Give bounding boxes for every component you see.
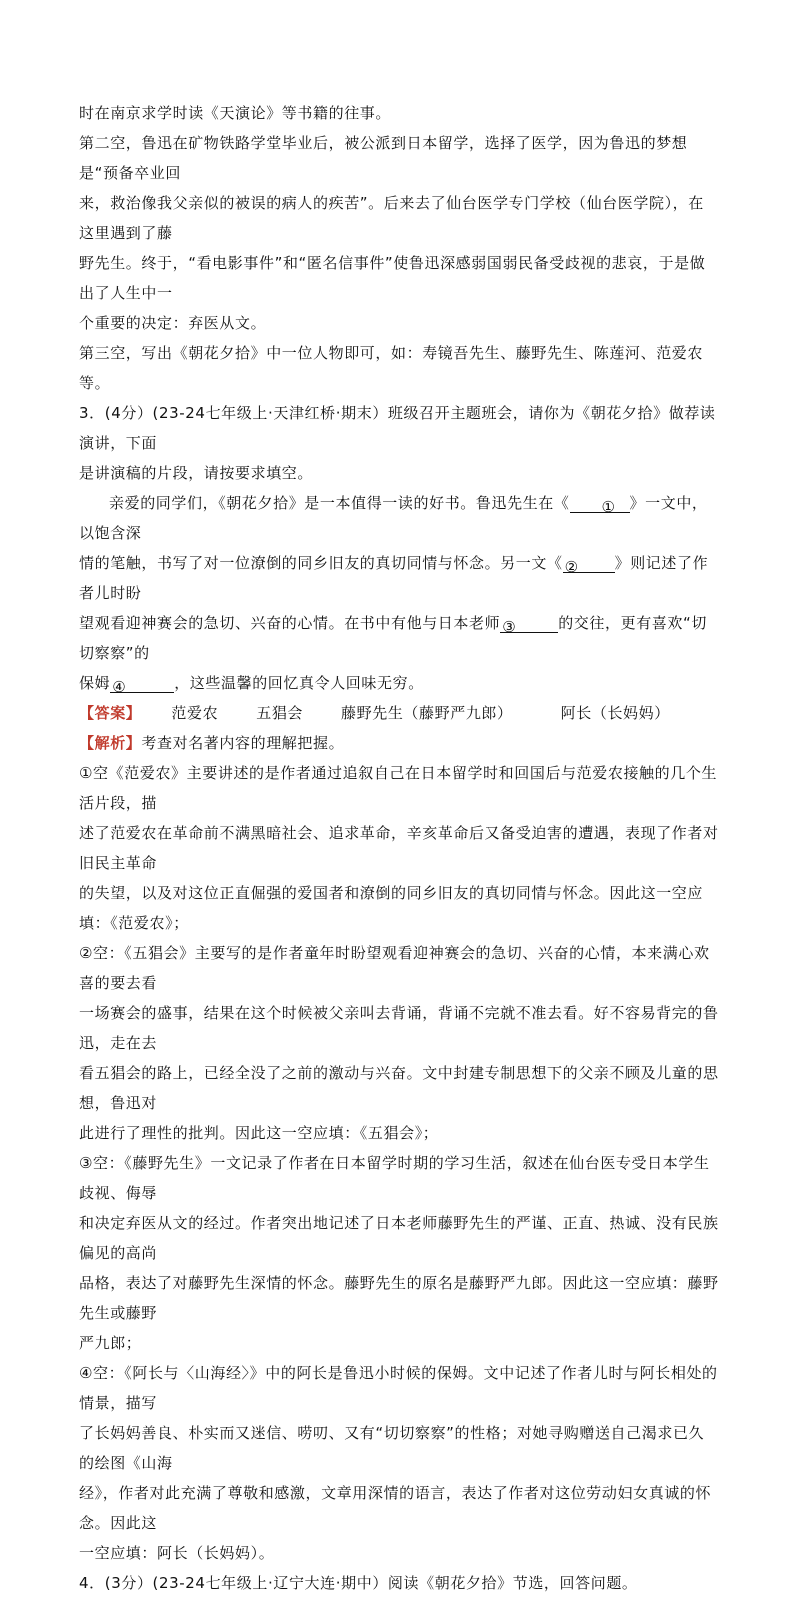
analysis-label: 【解析】 (79, 734, 142, 752)
analysis-intro: 考查对名著内容的理解把握。 (141, 734, 345, 752)
speech-line-1: 亲爱的同学们，《朝花夕拾》是一本值得一读的好书。鲁迅先生在《 ① 》一文中，以饱含深 (79, 494, 708, 542)
analysis-line: 了长妈妈善良、朴实而又迷信、唠叨、又有“切切察察”的性格；对她寻购赠送自己渴求已久的绘图《山海 (79, 1424, 705, 1472)
analysis-line: 述了范爱农在革命前不满黑暗社会、追求革命，辛亥革命后又备受迫害的遭遇，表现了作者对旧民主革命 (79, 824, 719, 872)
fill-blank-2: ② (563, 552, 615, 573)
answer-item: 范爱农 (171, 704, 219, 722)
analysis-line: ②空：《五猖会》主要写的是作者童年时盼望观看迎神赛会的急切、兴奋的心情，本来满心欢喜的要去看 (79, 944, 710, 992)
text-line: 第二空，鲁迅在矿物铁路学堂毕业后，被公派到日本留学，选择了医学，因为鲁迅的梦想是“预备卒业回 (79, 134, 688, 182)
analysis-line: 看五猖会的路上，已经全没了之前的激动与兴奋。文中封建专制思想下的父亲不顾及儿童的思想，鲁迅对 (79, 1064, 719, 1112)
question-3-heading-cont: 是讲演稿的片段，请按要求填空。 (79, 464, 314, 482)
analysis-line: ④空：《阿长与〈山海经〉》中的阿长是鲁迅小时候的保姆。文中记述了作者儿时与阿长相处的情景，描写 (79, 1364, 718, 1412)
answer-item: 五猖会 (256, 704, 304, 722)
answer-item: 藤野先生（藤野严九郎） (341, 704, 513, 722)
text-line: 个重要的决定：弃医从文。 (79, 314, 267, 332)
text-line: 来，救治像我父亲似的被误的病人的疾苦”。后来去了仙台医学专门学校（仙台医学院），在这里遇到了藤 (79, 194, 704, 242)
analysis-line: 的失望，以及对这位正直倔强的爱国者和潦倒的同乡旧友的真切同情与怀念。因此这一空应填：《范爱农》； (79, 884, 704, 932)
analysis-line: ①空《范爱农》主要讲述的是作者通过追叙自己在日本留学时和回国后与范爱农接触的几个生活片段，描 (79, 764, 718, 812)
answer-label: 【答案】 (79, 704, 142, 722)
analysis-line: 此进行了理性的批判。因此这一空应填：《五猖会》； (79, 1124, 439, 1142)
speech-line-3: 望观看迎神赛会的急切、兴奋的心情。在书中有他与日本老师 ③ 的交往，更有喜欢“切切察察”的 (79, 614, 707, 662)
fill-blank-3: ③ (500, 612, 558, 633)
analysis-line: 一场赛会的盛事，结果在这个时候被父亲叫去背诵，背诵不完就不准去看。好不容易背完的鲁迅，走在去 (79, 1004, 719, 1052)
text-line: 野先生。终于，“看电影事件”和“匿名信事件”使鲁迅深感弱国弱民备受歧视的悲哀，于是做出了人生中一 (79, 254, 706, 302)
analysis-line: 品格，表达了对藤野先生深情的怀念。藤野先生的原名是藤野严九郎。因此这一空应填：藤野先生或藤野 (79, 1274, 719, 1322)
document-content (79, 98, 719, 1598)
analysis-line: ③空：《藤野先生》一文记录了作者在日本留学时期的学习生活，叙述在仙台医专受日本学生歧视、侮辱 (79, 1154, 710, 1202)
speech-line-2: 情的笔触，书写了对一位潦倒的同乡旧友的真切同情与怀念。另一文《 ② 》则记述了作者儿时盼 (79, 554, 709, 602)
answer-row (79, 698, 719, 728)
fill-blank-4: ④ (110, 672, 174, 693)
question-4-heading: 4．(3分）(23-24七年级上·辽宁大连·期中）阅读《朝花夕拾》节选，回答问题。 (79, 1574, 638, 1592)
text-line: 时在南京求学时读《天演论》等书籍的往事。 (79, 104, 392, 122)
text-line: 第三空，写出《朝花夕拾》中一位人物即可，如：寿镜吾先生、藤野先生、陈莲河、范爱农等。 (79, 344, 704, 392)
analysis-line: 和决定弃医从文的经过。作者突出地记述了日本老师藤野先生的严谨、正直、热诚、没有民族偏见的高尚 (79, 1214, 719, 1262)
fill-blank-1: ① (570, 492, 630, 513)
analysis-line: 经》，作者对此充满了尊敬和感激，文章用深情的语言，表达了作者对这位劳动妇女真诚的怀念。因此这 (79, 1484, 712, 1532)
answer-item: 阿长（长妈妈） (560, 704, 670, 722)
analysis-line: 严九郎； (79, 1334, 142, 1352)
speech-line-4: 保姆 ④ ，这些温馨的回忆真令人回味无穷。 (79, 674, 424, 696)
analysis-line: 一空应填：阿长（长妈妈）。 (79, 1544, 275, 1562)
question-3-heading: 3．(4分）(23-24七年级上·天津红桥·期末）班级召开主题班会，请你为《朝花夕拾》做荐读演讲，下面 (79, 404, 716, 452)
analysis-intro-line (79, 728, 719, 758)
